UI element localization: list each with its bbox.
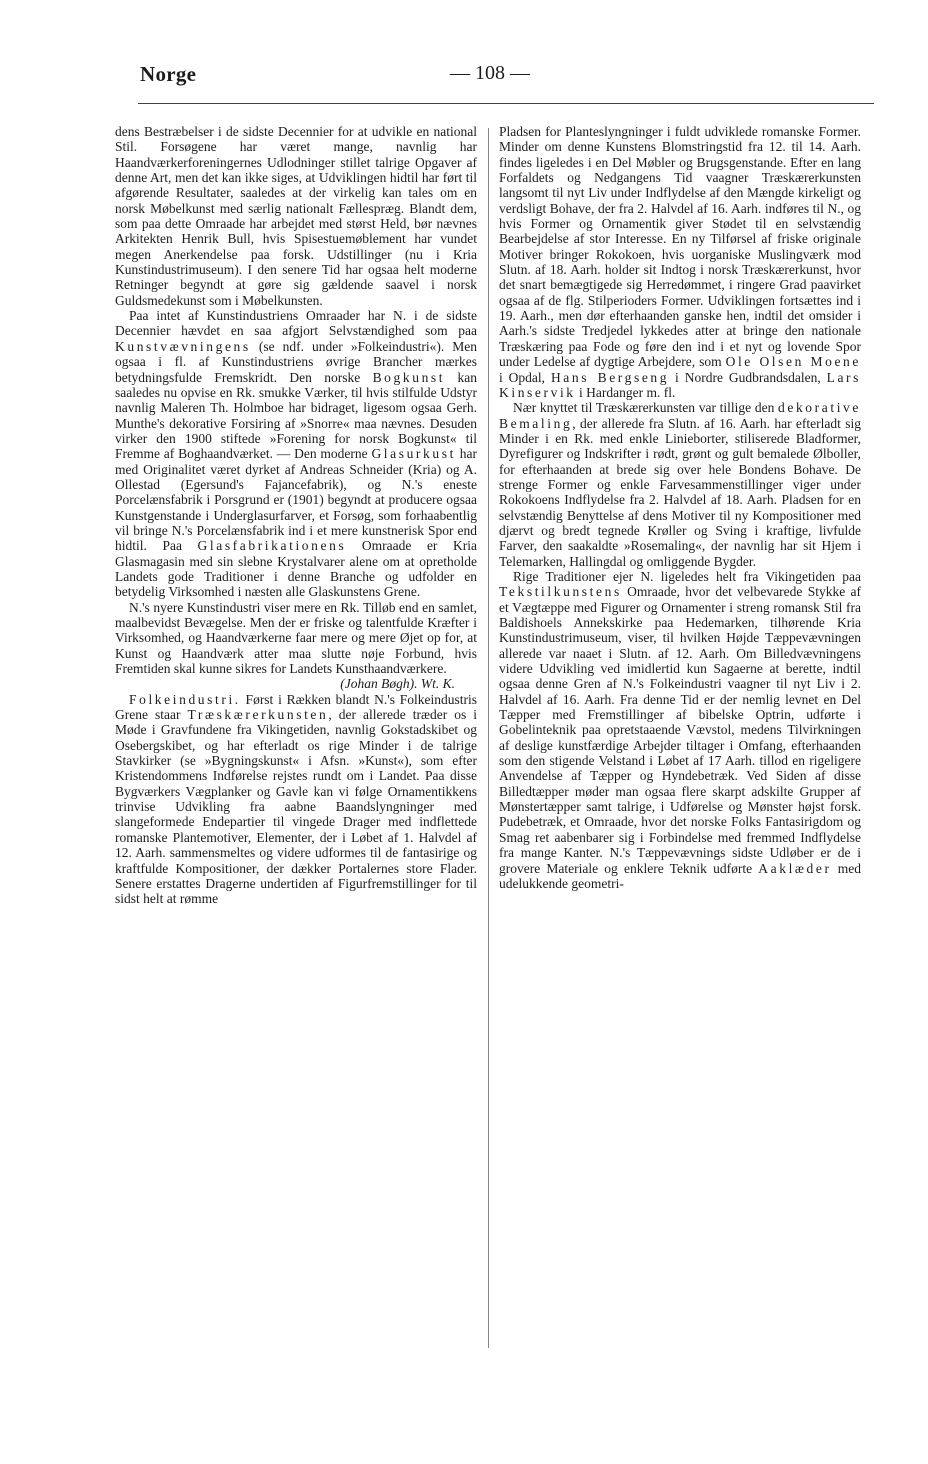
spaced-term-tekstilkunst: Tekstilkunstens [499,584,622,600]
paragraph-decorative-painting [499,400,861,569]
paragraph-art-industry [115,308,477,600]
paragraph-furniture-art: dens Bestræbelser i de sidste Decennier for at udvikle en national Stil. Forsøgene har været mange, navnlig har Haandværkerforeningernes Udlodninger stillet talrige Opgaver af denne Art, men det kan ikke siges, at Udviklingen hidtil har ført til afgørende Resultater, saaledes at der virkelig kan tales om en norsk Møbelkunst med særlig nationalt Fællespræg. Blandt dem, som paa dette Omraade har arbejdet med størst Held, bør nævnes Arkitekten Henrik Bull, hvis Spisestuemøblement har vundet megen Anerkendelse paa forsk. Udstillinger (nu i Kria Kunstindustrimuseum). I den senere Tid har ogsaa helt moderne Retninger begyndt at gøre sig gældende saavel i norsk Guldsmedekunst som i Møbelkunsten. [115,124,477,308]
text-run: i Nordre Gudbrandsdalen, [669,369,827,385]
right-column [499,124,861,891]
paragraph-newer-art-industry: N.'s nyere Kunstindustri viser mere en Rk. Tilløb end en samlet, maalbevidst Bevægelse. Men der er friske og talentfulde Kræfter i Virksomhed, og Haandværkerne faar mere og mere Øjet op for, at Kunst og Haandværk atter maa slutte nøje Forbund, hvis Fremtiden skal kunne sikres for Landets Kunsthaandværkere. [115,599,477,677]
header-rule [138,103,874,104]
paragraph-folk-industry [115,692,477,907]
column-divider [488,128,489,1348]
page-header [138,58,874,94]
spaced-term-bogkunst: Bogkunst [372,369,446,385]
text-run: Pladsen for Planteslyngninger i fuldt udviklede romanske Former. Minder om denne Kunstens Blomstringstid fra 12. til 14. Aarh. findes ligeledes i en Del Møbler og Brugsgenstande. Efter en lang Forfaldets og Nedgangens Tid vaagner Træskærerkunsten langsomt til nyt Liv under Indflydelse af den Mængde kirkeligt og verdsligt Bohave, der fra 2. Halvdel af 16. Aarh. indføres til N., og hvis Former og Ornamentik giver Stødet til en selvstændig Bearbejdelse af stor Interesse. En ny Tilførsel af friske originale Motiver bringer Rokokoen, hvis uorganiske Muslingværk mod Slutn. af 18. Aarh. holder sit Indtog i norsk Træskærerkunst, hvor det snart bemægtigede sig Herredømmet, i ringere Grad paavirket ogsaa af de flg. Stilperioders Former. Udviklingen fortsættes ind i 19. Aarh., men dør efterhaanden ganske hen, indtil det omsider i Aarh.'s sidste Tredjedel lykkedes atter at bringe den nationale Træskæring paa Fode og føre den ind i et nyt og lovende Spor under Ledelse af dygtige Arbejdere, som [499,124,861,370]
text-columns [115,124,877,1364]
text-run: Først i Rækken blandt N.'s Folkeindustris Grene staar [115,691,477,723]
running-head: Norge [140,62,197,86]
text-run: Nær knyttet til Træskærerkunsten var tillige den [513,400,779,416]
spaced-term-glasurkunst: Glasurkust [371,446,456,462]
text-run: (se ndf. under »Folkeindustri«). Men ogsaa i fl. af Kunstindustriens øvrige Brancher mærkes betydningsfulde Fremskridt. Den norske [115,338,477,385]
spaced-term-aaklaeder: Aaklæder [758,860,832,876]
author-signature: (Johan Bøgh). Wt. K. [340,676,455,692]
text-run: Omraade, hvor det velbevarede Stykke af et Vægtæppe med Figurer og Ornamenter i streng romansk Stil fra Baldishoels Annekskirke paa Hedemarken, tilhørende Kria Kunstindustrimuseum, viser, til hvilken Højde Tæppevævningen allerede var naaet i Slutn. af 12. Aarh. Om Billedvævningens videre Udvikling ved imidlertid kun Sagaerne at berette, indtil ogsaa denne Gren af N.'s Folkeindustri vaagner til nyt Liv i 2. Halvdel af 16. Aarh. Fra denne Tid er der nemlig levnet en Del Tæpper med Fremstillinger af bibelske Optrin, udførte i Gobelinteknik paa opretstaaende Vævstol, medens Tilvirkningen af deslige kunstfærdige Arbejder tiltager i Omfang, efterhaanden som den stigende Velstand i Løbet af 17 Aarh. tillod en rigeligere Anvendelse af Tæpper og Hyndebetræk. Ved Siden af disse Billedtæpper møder man ogsaa flere skarpt adskilte Grupper af Mønstertæpper samt talrige, i Udførelse og Mønster højst forsk. Pudebetræk, et Omraade, hvor det norske Folks Fantasirigdom og Smag ret aabenbarer sig i Forbindelse med fremmed Indflydelse fra mange Kanter. N.'s Tæppevævnings sidste Udløber er de i grovere Materiale og enklere Teknik udførte [499,584,861,876]
text-run: , der allerede træder os i Møde i Gravfundene fra Vikingetiden, navnlig Gokstadskibet og Osebergskibet, og har efterladt os rige Minder i de talrige Stavkirker (se »Bygningskunst« i Afsn. »Kunst«), som efter Kristendommens Indførelse rejstes rundt om i Landet. Paa disse Bygværkers Vægplanker og Gavle kan vi følge Ornamentikkens trinvise Udvikling fra aabne Baandslyngninger med slangeformede Endepartier til vingede Drager med indflettede romanske Plantemotiver, Elementer, der i Løbet af 1. Halvdel af 12. Aarh. sammensmeltes og videre udformes til de fantasirige og kraftfulde Kompositioner, der dækker Portalernes store Flader. Senere erstattes Dragerne undertiden af Figurfremstillinger for til sidst helt at rømme [115,707,477,907]
page-number: — 108 — [450,62,530,84]
spaced-name-ole-olsen-moene: Ole Olsen Moene [725,354,861,370]
text-run: i Opdal, [499,369,551,385]
spaced-name-lars-kinservik: Lars Kinservik [499,369,861,400]
section-heading-folkeindustri: Folkeindustri. [129,691,241,707]
paragraph-textile-art [499,569,861,891]
left-column [115,124,477,907]
text-run: har med Originalitet været dyrket af Andreas Schneider (Kria) og A. Ollestad (Egersund's Fajancefabrik), og N.'s eneste Porcelænsfabrik i Porsgrund er (1901) begyndt at producere ogsaa Kunstgenstande i Underglasurfarver, et Forsøg, som forhaabentlig vil bringe N.'s Porcelænsfabrik ind i et mere kunstnerisk Spor end hidtil. Paa [115,446,477,554]
text-run: Omraade er Kria Glasmagasin med sin slebne Krystalvarer alene om at opretholde Landets gode Traditioner i denne Branche og udfolder en betydelig Virksomhed i næsten alle Glaskunstens Grene. [115,538,477,600]
text-run: med udelukkende geometri- [499,860,861,891]
spaced-name-hans-bergseng: Hans Bergseng [550,369,670,385]
text-run: i Hardanger m. fl. [575,384,676,400]
text-run: kan saaledes nu opvise en Rk. smukke Værker, til hvis stilfulde Udstyr navnlig Maleren Th. Holmboe har bidraget, ligesom ogsaa Gerh. Munthe's dekorative Forsiring af »Snorre« maa nævnes. Desuden virker den 1900 stiftede »Forening for norsk Bogkunst« til Fremme af Boghaandværket. — Den moderne [115,369,478,462]
text-run: , der allerede fra Slutn. af 16. Aarh. har efterladt sig Minder i en Rk. med enkle Linieborter, stiliserede Bladformer, Dyrefigurer og Indskrifter i rødt, grønt og gult bemalede Ølboller, for efterhaanden at brede sig over hele Bondens Bohave. De strenge Former og enkle Farvesammenstillinger viger under Rokokoens Indflydelse fra 2. Halvdel af 18. Aarh. Pladsen for en selvstændig Benyttelse af dens Motiver til ny Kompositioner med djærvt og bredt tegnede Krøller og Sving i kraftige, livfulde Farver, den saakaldte »Rosemaling«, der navnlig har sit Hjem i Telemarken, Hallingdal og omliggende Bygder. [499,415,861,569]
spaced-term-dekorativ-bemaling: dekorative Bemaling [499,400,861,431]
text-run: Rige Traditioner ejer N. ligeledes helt fra Vikingetiden paa [513,568,861,584]
spaced-term-glasfabrikation: Glasfabrikationens [197,538,347,554]
spaced-term-kunstvaevning: Kunstvævningens [115,338,251,354]
paragraph-woodcarving [499,124,861,400]
text-run: Paa intet af Kunstindustriens Omraader har N. i de sidste Decennier hævdet en saa afgjort Selvstændighed som paa [115,308,477,339]
spaced-term-traeskaererkunst: Træskærerkunsten [187,707,329,723]
